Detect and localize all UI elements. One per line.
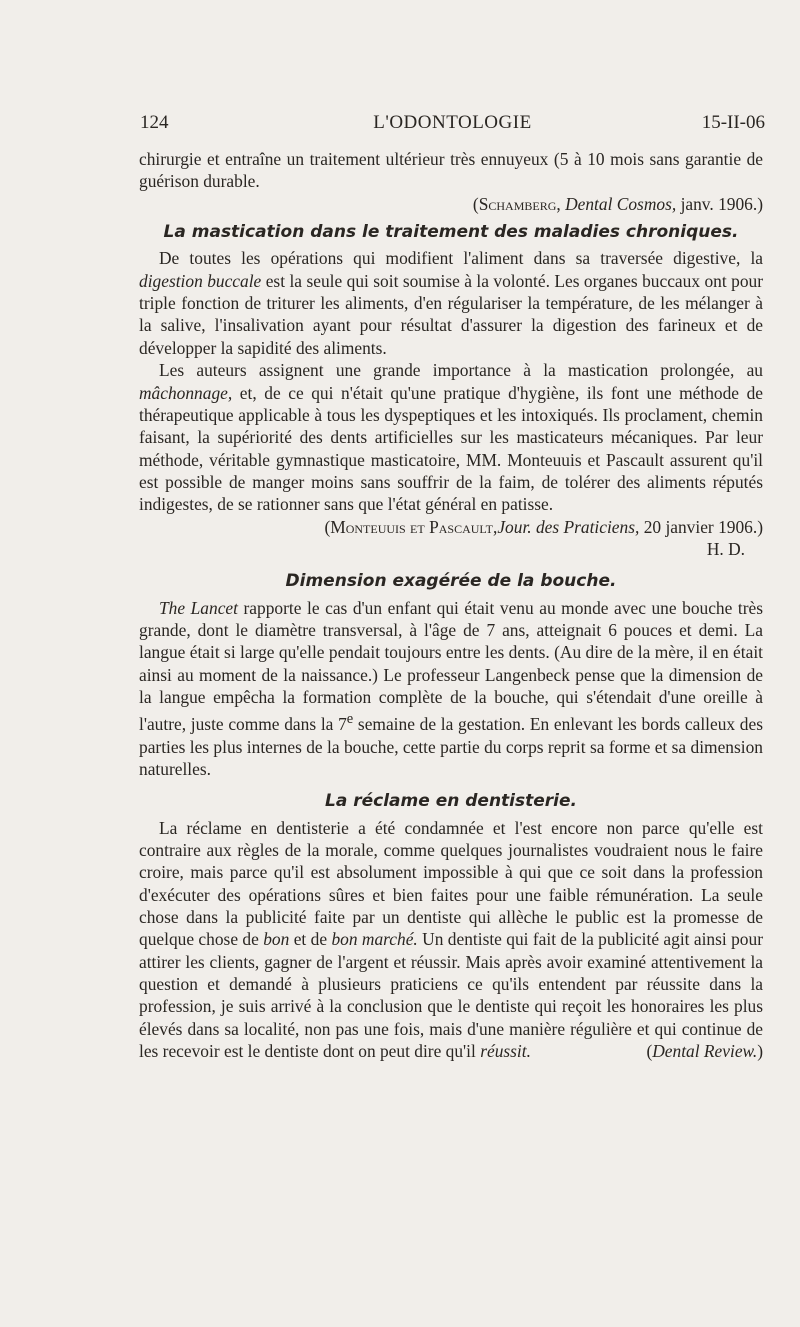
bouche-paragraph [139,597,763,781]
mastication-paragraph-1 [139,247,763,359]
italic-term: bon [263,929,290,950]
signature: H. D. [706,538,745,559]
italic-term: digestion buccale [139,270,262,291]
text-run: Un dentiste qui fait de la publicité agit ainsi pour attirer les clients, gagner de l'argent et réussir. Mais après avoir examiné attentivement la question et demandé à plusieurs praticiens ce qu'ils entendent par réussite dans la profession, je suis arrivé à la conclusion que le dentiste qui reçoit les honoraires les plus élevés dans sa localité, non pas une fois, mais d'une manière régulière et qui continue de les recevoir est le dentiste dont on peut dire qu'il [139,929,763,1062]
section-heading-reclame: La réclame en dentisterie. [325,791,577,812]
section-heading-mastication: La mastication dans le traitement des maladies chroniques. [163,222,739,243]
citation-open: ( [324,516,331,537]
intro-citation [139,193,763,215]
citation-journal: Dental Cosmos, [565,193,677,214]
reclame-paragraph [139,817,763,1063]
text-run: et de [289,929,332,950]
text-run: Les auteurs assignent une grande importance à la mastication prolongée, au [159,360,763,381]
intro-paragraph: chirurgie et entraîne un traitement ultérieur très ennuyeux (5 à 10 mois sans garantie de guérison durable. [139,149,763,192]
text-run: De toutes les opérations qui modifient l'aliment dans sa traversée digestive, la [159,248,763,269]
citation-date: 20 janvier 1906.) [643,516,763,537]
running-header [140,112,765,142]
reclame-citation [626,1040,763,1062]
text-run: rapporte le cas d'un enfant qui était venu au monde avec une bouche très grande, dont le diamètre transversal, à l'âge de 7 ans, atteignait 6 pouces et demi. La langue était si large qu'elle pendait toujours entre les dents. (Au dire de la mère, il en était ainsi au moment de la naissance.) Le professeur Langenbeck pense que la dimension de la langue empêcha la formation complète de la bouche, qui s'étendait d'une oreille à l'autre, juste comme dans la 7 [139,597,763,735]
citation-source: Dental Review. [652,1041,758,1062]
citation-close: ) [757,1041,763,1062]
text-run: est la seule qui soit soumise à la volonté. Les organes buccaux ont pour triple fonction de triturer les aliments, d'en régulariser la température, de les mélanger à la salive, l'insalivation ayant pour résultat d'assurer la digestion des farineux et de développer la sapidité des aliments. [139,270,764,358]
text-run: semaine de la gestation. En enlevant les bords calleux des parties les plus internes de la bouche, cette partie du corps reprit sa forme et sa dimension naturelles. [139,714,763,779]
page-number: 124 [140,112,169,133]
text-run: et, de ce qui n'était qu'une pratique d'hygiène, ils font une méthode de thérapeutique applicable à tous les dyspeptiques et les intoxiqués. Ils proclament, chemin faisant, la supériorité des dents artificielles sur les masticateurs mécaniques. Par leur méthode, véritable gymnastique masticatoire, MM. Monteuuis et Pascault assurent qu'il est possible de manger moins sans souffrir de la faim, de tolérer des aliments réputés indigestes, de se rationner sans que l'état général en patisse. [139,382,763,515]
citation-open: ( [472,193,479,214]
citation-open: ( [646,1041,653,1062]
italic-term: bon marché. [331,929,418,950]
mastication-citation [139,516,763,538]
italic-title: The Lancet [159,597,238,618]
issue-date: 15-II-06 [701,112,765,133]
italic-term: réussit. [480,1041,531,1062]
section-heading-bouche: Dimension exagérée de la bouche. [285,571,617,592]
mastication-paragraph-2 [139,359,763,515]
superscript: e [346,711,354,728]
page-body [139,148,763,1062]
text-run: La réclame en dentisterie a été condamnée et l'est encore non parce qu'elle est contraire aux règles de la morale, comme quelques journalistes voudraient nous le faire croire, mais parce qu'il est absolument impossible à qui que ce soit dans la profession d'exécuter des opérations sûres et bien faites pour une faible rémunération. La seule chose dans la publicité faite par un dentiste qui allèche le public est la promesse de quelque chose de [139,817,763,950]
citation-journal: Jour. des Praticiens, [497,516,640,537]
italic-term: mâchonnage, [139,382,233,403]
journal-title: L'ODONTOLOGIE [373,112,532,133]
citation-authors: Monteuuis et Pascault, [330,516,498,537]
citation-date: janv. 1906.) [680,193,763,214]
citation-author: Schamberg, [478,193,561,214]
